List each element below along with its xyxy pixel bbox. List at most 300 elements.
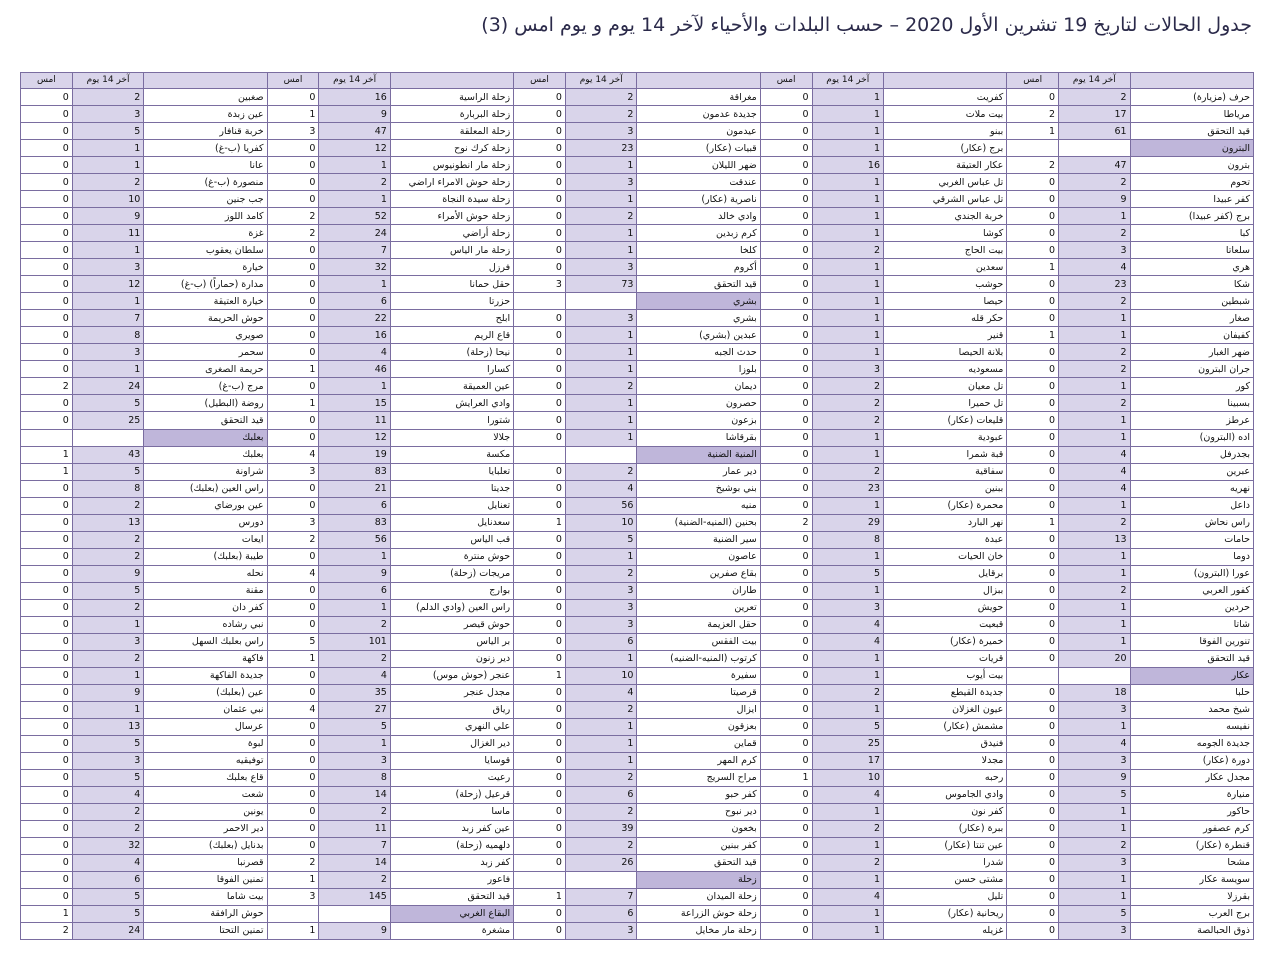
last14-count: 3	[72, 259, 144, 276]
last14-count: 14	[319, 786, 391, 803]
locality-name: غزة	[144, 225, 267, 242]
locality-name: بوارج	[390, 582, 513, 599]
locality-name: سلعاتا	[1130, 242, 1253, 259]
last14-count: 9	[72, 208, 144, 225]
section-header: البقاع الغربي	[390, 905, 513, 922]
yesterday-count: 0	[1007, 820, 1059, 837]
yesterday-count: 0	[514, 395, 566, 412]
yesterday-count: 0	[21, 208, 73, 225]
last14-count: 1	[565, 735, 637, 752]
last14-count: 23	[565, 140, 637, 157]
last14-count: 1	[812, 922, 884, 939]
last14-count: 1	[812, 548, 884, 565]
locality-name: رياق	[390, 701, 513, 718]
yesterday-count: 0	[760, 191, 812, 208]
last14-count: 10	[72, 191, 144, 208]
table-row	[21, 514, 1254, 531]
section-gap	[565, 293, 637, 310]
yesterday-count: 0	[21, 888, 73, 905]
yesterday-count: 0	[514, 412, 566, 429]
last14-count: 27	[319, 701, 391, 718]
locality-name: داعل	[1130, 497, 1253, 514]
yesterday-count: 0	[514, 463, 566, 480]
yesterday-count: 0	[1007, 633, 1059, 650]
yesterday-count: 0	[760, 684, 812, 701]
last14-count: 1	[812, 582, 884, 599]
last14-count: 5	[72, 582, 144, 599]
locality-name: راس العين (بعلبك)	[144, 480, 267, 497]
yesterday-count: 1	[267, 361, 319, 378]
locality-name: كرتوب (المنيه-الضنيه)	[637, 650, 760, 667]
yesterday-count: 0	[21, 786, 73, 803]
last14-count: 6	[565, 633, 637, 650]
yesterday-count: 0	[1007, 837, 1059, 854]
last14-count: 1	[812, 701, 884, 718]
locality-name: وادي خالد	[637, 208, 760, 225]
locality-name: شبطين	[1130, 293, 1253, 310]
locality-name: ببنو	[884, 123, 1007, 140]
last14-count: 3	[812, 599, 884, 616]
yesterday-count: 0	[760, 89, 812, 106]
last14-count: 1	[565, 395, 637, 412]
page-title: جدول الحالات لتاريخ 19 تشرين الأول 2020 – حسب البلدات والأحياء لآخر 14 يوم و يوم امس (3)	[481, 14, 1252, 36]
locality-name: بقاع صفرين	[637, 565, 760, 582]
locality-name: تمنين التحتا	[144, 922, 267, 939]
last14-count: 101	[319, 633, 391, 650]
yesterday-count: 0	[514, 548, 566, 565]
locality-name: زحلة حوش الأمراء	[390, 208, 513, 225]
last14-count: 52	[319, 208, 391, 225]
last14-count: 9	[1059, 769, 1131, 786]
locality-name: نهريه	[1130, 480, 1253, 497]
locality-name: مجدل عنجر	[390, 684, 513, 701]
last14-count: 1	[812, 310, 884, 327]
locality-name: حوش منترة	[390, 548, 513, 565]
last14-count: 1	[565, 412, 637, 429]
table-row	[21, 548, 1254, 565]
locality-name: قنير	[884, 327, 1007, 344]
locality-name: عبدة	[884, 531, 1007, 548]
last14-count: 23	[812, 480, 884, 497]
yesterday-count: 0	[1007, 191, 1059, 208]
locality-name: عرطز	[1130, 412, 1253, 429]
locality-name: قب الياس	[390, 531, 513, 548]
last14-count: 2	[1059, 344, 1131, 361]
header-name	[390, 73, 513, 89]
last14-count: 2	[1059, 174, 1131, 191]
yesterday-count: 0	[1007, 361, 1059, 378]
last14-count: 6	[565, 786, 637, 803]
section-gap	[1059, 667, 1131, 684]
yesterday-count: 0	[21, 327, 73, 344]
last14-count: 9	[1059, 191, 1131, 208]
yesterday-count: 0	[267, 803, 319, 820]
yesterday-count: 0	[760, 531, 812, 548]
yesterday-count: 0	[1007, 429, 1059, 446]
yesterday-count: 0	[21, 259, 73, 276]
locality-name: قبعيت	[884, 616, 1007, 633]
locality-name: وادي الجاموس	[884, 786, 1007, 803]
last14-count: 1	[72, 667, 144, 684]
yesterday-count: 0	[21, 718, 73, 735]
table-row	[21, 769, 1254, 786]
locality-name: كفريت	[884, 89, 1007, 106]
locality-name: كوشا	[884, 225, 1007, 242]
locality-name: خميرة (عكار)	[884, 633, 1007, 650]
last14-count: 7	[72, 310, 144, 327]
locality-name: كفريا (ب-غ)	[144, 140, 267, 157]
locality-name: سعدنايل	[390, 514, 513, 531]
yesterday-count: 0	[21, 395, 73, 412]
last14-count: 1	[1059, 718, 1131, 735]
locality-name: بيت الحاج	[884, 242, 1007, 259]
locality-name: بحنين (المنيه-الضنية)	[637, 514, 760, 531]
last14-count: 1	[319, 378, 391, 395]
locality-name: مرياطا	[1130, 106, 1253, 123]
last14-count: 1	[72, 293, 144, 310]
yesterday-count: 0	[760, 208, 812, 225]
last14-count: 20	[1059, 650, 1131, 667]
locality-name: مدارة (حماراً) (ب-غ)	[144, 276, 267, 293]
locality-name: قرعيل (زحلة)	[390, 786, 513, 803]
yesterday-count: 0	[1007, 395, 1059, 412]
yesterday-count: 0	[1007, 344, 1059, 361]
table-row	[21, 820, 1254, 837]
yesterday-count: 1	[267, 871, 319, 888]
last14-count: 3	[72, 344, 144, 361]
locality-name: مقنة	[144, 582, 267, 599]
yesterday-count: 0	[760, 140, 812, 157]
locality-name: زحلة مار انطونيوس	[390, 157, 513, 174]
last14-count: 1	[812, 327, 884, 344]
last14-count: 2	[812, 412, 884, 429]
locality-name: توفيقيه	[144, 752, 267, 769]
locality-name: ديمان	[637, 378, 760, 395]
locality-name: بني بوشيخ	[637, 480, 760, 497]
last14-count: 2	[812, 378, 884, 395]
yesterday-count: 0	[1007, 752, 1059, 769]
last14-count: 1	[319, 157, 391, 174]
last14-count: 3	[565, 259, 637, 276]
last14-count: 24	[319, 225, 391, 242]
last14-count: 5	[1059, 786, 1131, 803]
table-row	[21, 191, 1254, 208]
last14-count: 3	[1059, 922, 1131, 939]
table-row	[21, 225, 1254, 242]
last14-count: 2	[565, 565, 637, 582]
yesterday-count: 0	[267, 310, 319, 327]
locality-name: منيه	[637, 497, 760, 514]
locality-name: مغراقة	[637, 89, 760, 106]
last14-count: 1	[565, 752, 637, 769]
locality-name: جران البترون	[1130, 361, 1253, 378]
last14-count: 2	[72, 531, 144, 548]
yesterday-count: 0	[21, 140, 73, 157]
locality-name: حوشب	[884, 276, 1007, 293]
table-row	[21, 412, 1254, 429]
last14-count: 1	[72, 616, 144, 633]
yesterday-count: 0	[267, 582, 319, 599]
yesterday-count: 0	[21, 497, 73, 514]
locality-name: مجدل عكار	[1130, 769, 1253, 786]
yesterday-count: 1	[267, 922, 319, 939]
last14-count: 2	[319, 616, 391, 633]
yesterday-count: 0	[267, 752, 319, 769]
locality-name: تمنين الفوقا	[144, 871, 267, 888]
table-row	[21, 378, 1254, 395]
locality-name: ناصرية (عكار)	[637, 191, 760, 208]
yesterday-count: 3	[514, 276, 566, 293]
yesterday-count: 0	[1007, 412, 1059, 429]
locality-name: عين بورضاي	[144, 497, 267, 514]
locality-name: جديدة القيطع	[884, 684, 1007, 701]
last14-count: 1	[812, 140, 884, 157]
last14-count: 2	[812, 463, 884, 480]
last14-count: 4	[72, 854, 144, 871]
locality-name: ضهر الليلان	[637, 157, 760, 174]
locality-name: راس العين (وادي الدلم)	[390, 599, 513, 616]
header-yesterday: امس	[21, 73, 73, 89]
yesterday-count: 2	[21, 378, 73, 395]
last14-count: 1	[319, 735, 391, 752]
locality-name: بشري	[637, 310, 760, 327]
locality-name: بقرزلا	[1130, 888, 1253, 905]
yesterday-count: 0	[514, 786, 566, 803]
locality-name: دير زنون	[390, 650, 513, 667]
locality-name: كفر عبيدا	[1130, 191, 1253, 208]
yesterday-count: 0	[760, 310, 812, 327]
locality-name: عين (بعلبك)	[144, 684, 267, 701]
last14-count: 1	[812, 276, 884, 293]
locality-name: روضة (البطيل)	[144, 395, 267, 412]
locality-name: حوش الحريمة	[144, 310, 267, 327]
locality-name: حاكور	[1130, 803, 1253, 820]
locality-name: تعنايل	[390, 497, 513, 514]
section-header: بشري	[637, 293, 760, 310]
locality-name: زحلة حوش الزراعة	[637, 905, 760, 922]
yesterday-count: 0	[267, 616, 319, 633]
yesterday-count: 0	[1007, 922, 1059, 939]
yesterday-count: 0	[760, 786, 812, 803]
yesterday-count: 0	[514, 565, 566, 582]
yesterday-count: 0	[760, 463, 812, 480]
yesterday-count: 0	[760, 633, 812, 650]
locality-name: فاعور	[390, 871, 513, 888]
locality-name: كفور العربي	[1130, 582, 1253, 599]
table-row	[21, 327, 1254, 344]
yesterday-count: 0	[514, 378, 566, 395]
locality-name: كفر نون	[884, 803, 1007, 820]
yesterday-count: 1	[514, 514, 566, 531]
locality-name: بقرقاشا	[637, 429, 760, 446]
locality-name: طاران	[637, 582, 760, 599]
last14-count: 1	[565, 157, 637, 174]
last14-count: 12	[72, 276, 144, 293]
section-header: زحلة	[637, 871, 760, 888]
yesterday-count: 0	[1007, 463, 1059, 480]
last14-count: 26	[565, 854, 637, 871]
yesterday-count: 0	[1007, 565, 1059, 582]
locality-name: تل عباس الشرقي	[884, 191, 1007, 208]
yesterday-count: 0	[760, 480, 812, 497]
last14-count: 3	[72, 752, 144, 769]
locality-name: سحمر	[144, 344, 267, 361]
last14-count: 3	[565, 310, 637, 327]
table-row	[21, 242, 1254, 259]
locality-name: قصرنبا	[144, 854, 267, 871]
header-name	[144, 73, 267, 89]
yesterday-count: 0	[21, 752, 73, 769]
locality-name: حريمة الصغرى	[144, 361, 267, 378]
header-last14: آخر 14 يوم	[319, 73, 391, 89]
locality-name: برج (كفر عبيدا)	[1130, 208, 1253, 225]
yesterday-count: 0	[21, 616, 73, 633]
last14-count: 5	[72, 123, 144, 140]
last14-count: 3	[565, 922, 637, 939]
table-row	[21, 208, 1254, 225]
locality-name: كرم المهر	[637, 752, 760, 769]
yesterday-count: 0	[21, 412, 73, 429]
last14-count: 1	[812, 106, 884, 123]
last14-count: 18	[1059, 684, 1131, 701]
table-row	[21, 922, 1254, 939]
yesterday-count: 0	[760, 616, 812, 633]
yesterday-count: 0	[267, 412, 319, 429]
last14-count: 2	[565, 208, 637, 225]
locality-name: بيت الفقس	[637, 633, 760, 650]
last14-count: 47	[319, 123, 391, 140]
yesterday-count: 0	[1007, 276, 1059, 293]
yesterday-count: 1	[514, 667, 566, 684]
yesterday-count: 0	[760, 395, 812, 412]
yesterday-count: 1	[21, 446, 73, 463]
yesterday-count: 0	[21, 769, 73, 786]
yesterday-count: 0	[514, 803, 566, 820]
locality-name: ضهر الغبار	[1130, 344, 1253, 361]
last14-count: 25	[812, 735, 884, 752]
last14-count: 2	[72, 548, 144, 565]
last14-count: 4	[812, 786, 884, 803]
locality-name: عين العميقة	[390, 378, 513, 395]
last14-count: 4	[812, 633, 884, 650]
locality-name: تعلبايا	[390, 463, 513, 480]
locality-name: عاصون	[637, 548, 760, 565]
yesterday-count: 0	[1007, 854, 1059, 871]
yesterday-count: 0	[1007, 531, 1059, 548]
yesterday-count: 0	[514, 769, 566, 786]
last14-count: 4	[812, 888, 884, 905]
last14-count: 4	[812, 616, 884, 633]
yesterday-count: 0	[760, 565, 812, 582]
locality-name: قرصيتا	[637, 684, 760, 701]
last14-count: 7	[319, 837, 391, 854]
locality-name: خيارة العتيقة	[144, 293, 267, 310]
last14-count: 1	[565, 718, 637, 735]
section-header: بعلبك	[144, 429, 267, 446]
section-gap	[514, 871, 566, 888]
locality-name: تحوم	[1130, 174, 1253, 191]
yesterday-count: 0	[1007, 174, 1059, 191]
table-row	[21, 854, 1254, 871]
yesterday-count: 1	[760, 769, 812, 786]
yesterday-count: 0	[514, 361, 566, 378]
yesterday-count: 0	[267, 769, 319, 786]
yesterday-count: 2	[1007, 106, 1059, 123]
last14-count: 12	[319, 429, 391, 446]
locality-name: كامد اللوز	[144, 208, 267, 225]
table-row	[21, 735, 1254, 752]
yesterday-count: 0	[1007, 225, 1059, 242]
locality-name: جلالا	[390, 429, 513, 446]
last14-count: 15	[319, 395, 391, 412]
header-row	[21, 73, 1254, 89]
last14-count: 1	[319, 276, 391, 293]
last14-count: 1	[565, 548, 637, 565]
last14-count: 11	[72, 225, 144, 242]
yesterday-count: 0	[514, 480, 566, 497]
table-row	[21, 531, 1254, 548]
yesterday-count: 0	[21, 667, 73, 684]
table-row	[21, 344, 1254, 361]
yesterday-count: 0	[760, 276, 812, 293]
yesterday-count: 2	[267, 208, 319, 225]
last14-count: 35	[319, 684, 391, 701]
last14-count: 2	[1059, 837, 1131, 854]
yesterday-count: 0	[514, 225, 566, 242]
yesterday-count: 0	[267, 735, 319, 752]
yesterday-count: 0	[1007, 599, 1059, 616]
locality-name: مشتى حسن	[884, 871, 1007, 888]
yesterday-count: 0	[267, 157, 319, 174]
locality-name: كفر ببنين	[637, 837, 760, 854]
last14-count: 5	[72, 735, 144, 752]
last14-count: 1	[812, 650, 884, 667]
last14-count: 1	[812, 497, 884, 514]
last14-count: 7	[565, 888, 637, 905]
yesterday-count: 0	[514, 582, 566, 599]
yesterday-count: 0	[267, 259, 319, 276]
yesterday-count: 0	[514, 89, 566, 106]
locality-name: بلوزا	[637, 361, 760, 378]
locality-name: علي النهري	[390, 718, 513, 735]
locality-name: قماين	[637, 735, 760, 752]
last14-count: 1	[812, 225, 884, 242]
last14-count: 1	[812, 905, 884, 922]
yesterday-count: 0	[514, 616, 566, 633]
yesterday-count: 0	[1007, 701, 1059, 718]
last14-count: 3	[1059, 242, 1131, 259]
yesterday-count: 3	[267, 463, 319, 480]
last14-count: 9	[319, 922, 391, 939]
yesterday-count: 0	[514, 123, 566, 140]
last14-count: 1	[812, 174, 884, 191]
yesterday-count: 0	[514, 242, 566, 259]
yesterday-count: 0	[21, 837, 73, 854]
last14-count: 2	[1059, 89, 1131, 106]
yesterday-count: 0	[760, 123, 812, 140]
locality-name: ايعات	[144, 531, 267, 548]
yesterday-count: 0	[21, 293, 73, 310]
yesterday-count: 0	[21, 854, 73, 871]
locality-name: اده (البترون)	[1130, 429, 1253, 446]
locality-name: مشحا	[1130, 854, 1253, 871]
last14-count: 2	[72, 803, 144, 820]
last14-count: 1	[812, 123, 884, 140]
last14-count: 1	[812, 259, 884, 276]
yesterday-count: 0	[760, 344, 812, 361]
locality-name: تنورين الفوقا	[1130, 633, 1253, 650]
locality-name: زحلة البربارة	[390, 106, 513, 123]
